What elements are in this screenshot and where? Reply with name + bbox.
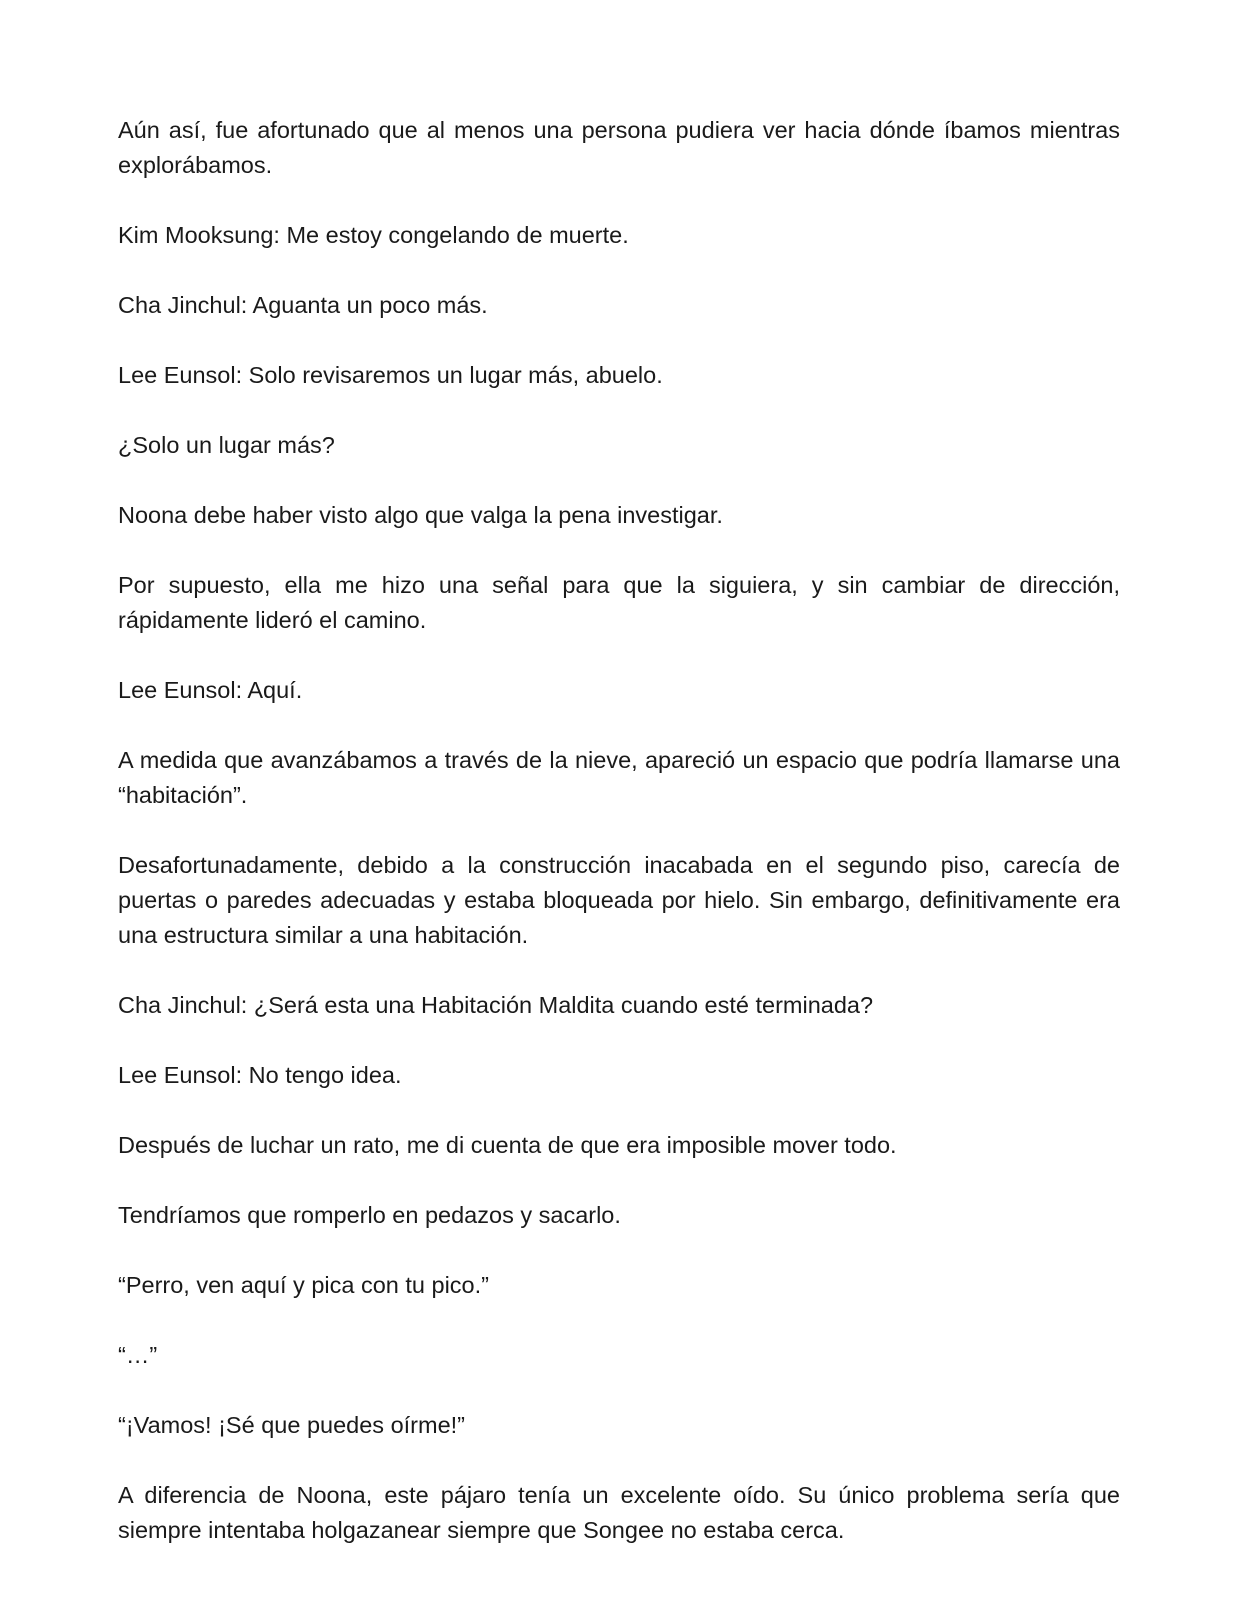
quoted-line: “…” <box>118 1342 158 1368</box>
quoted-line: “¡Vamos! ¡Sé que puedes oírme!” <box>118 1412 465 1438</box>
paragraph: Desafortunadamente, debido a la construcción inacabada en el segundo piso, carecía de puertas o paredes adecuadas y estaba bloqueada por hielo. Sin embargo, definitivamente era una estructura similar a una habitación. <box>118 852 1120 948</box>
paragraph: A diferencia de Noona, este pájaro tenía un excelente oído. Su único problema sería que siempre intentaba holgazanear siempre que Songee no estaba cerca. <box>118 1482 1120 1543</box>
dialogue-line: Lee Eunsol: Aquí. <box>118 677 303 703</box>
paragraph: Aún así, fue afortunado que al menos una persona pudiera ver hacia dónde íbamos mientras explorábamos. <box>118 117 1120 178</box>
document-text-body <box>118 113 1120 1583</box>
paragraph: Después de luchar un rato, me di cuenta de que era imposible mover todo. <box>118 1132 897 1158</box>
paragraph: Noona debe haber visto algo que valga la pena investigar. <box>118 502 723 528</box>
paragraph: A medida que avanzábamos a través de la nieve, apareció un espacio que podría llamarse una “habitación”. <box>118 747 1120 808</box>
paragraph: ¿Solo un lugar más? <box>118 432 335 458</box>
dialogue-line: Cha Jinchul: ¿Será esta una Habitación Maldita cuando esté terminada? <box>118 992 874 1018</box>
dialogue-line: Lee Eunsol: No tengo idea. <box>118 1062 402 1088</box>
dialogue-line: Kim Mooksung: Me estoy congelando de muerte. <box>118 222 629 248</box>
paragraph: Tendríamos que romperlo en pedazos y sacarlo. <box>118 1202 621 1228</box>
paragraph: Por supuesto, ella me hizo una señal para que la siguiera, y sin cambiar de dirección, rápidamente lideró el camino. <box>118 572 1120 633</box>
quoted-line: “Perro, ven aquí y pica con tu pico.” <box>118 1272 489 1298</box>
dialogue-line: Lee Eunsol: Solo revisaremos un lugar más, abuelo. <box>118 362 663 388</box>
dialogue-line: Cha Jinchul: Aguanta un poco más. <box>118 292 488 318</box>
